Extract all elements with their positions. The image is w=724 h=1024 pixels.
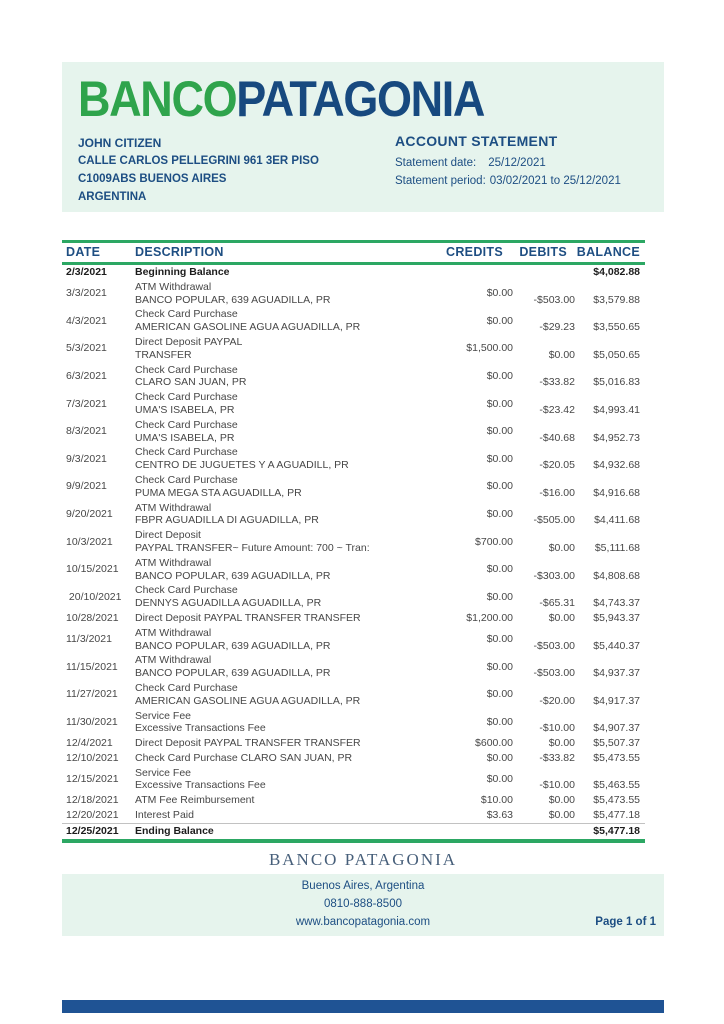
table-row — [62, 280, 645, 308]
table-row — [62, 736, 645, 751]
description-type: ATM Withdrawal — [135, 280, 212, 293]
customer-address-block — [78, 134, 319, 206]
cell-balance: $4,082.88 — [593, 266, 640, 278]
cell-date: 11/27/2021 — [66, 688, 118, 701]
table-row — [62, 264, 645, 280]
cell-balance: $3,550.65 — [593, 321, 640, 334]
cell-credits: $10.00 — [480, 794, 513, 807]
cell-balance: $5,473.55 — [593, 794, 640, 807]
cell-credits: $0.00 — [486, 715, 513, 728]
cell-description — [132, 473, 380, 501]
table-row — [62, 335, 645, 363]
description-detail: AMERICAN GASOLINE AGUA AGUADILLA, PR — [135, 321, 361, 334]
description-detail: DENNYS AGUADILLA AGUADILLA, PR — [135, 597, 322, 610]
cell-debits — [513, 264, 575, 280]
table-row — [62, 823, 645, 838]
cell-date: 9/9/2021 — [66, 480, 107, 493]
cell-debits: -$40.68 — [539, 431, 575, 444]
cell-credits: $0.00 — [486, 751, 513, 764]
description-type: ATM Withdrawal — [135, 556, 212, 569]
footer-band — [62, 874, 664, 936]
cell-balance: $4,808.68 — [593, 569, 640, 582]
cell-debits: -$303.00 — [533, 569, 575, 582]
table-row — [62, 307, 645, 335]
table-row — [62, 363, 645, 391]
description-type: Check Card Purchase — [135, 363, 238, 376]
cell-balance: $5,016.83 — [593, 376, 640, 389]
description-detail: FBPR AGUADILLA DI AGUADILLA, PR — [135, 514, 319, 527]
statement-period-row — [395, 172, 621, 190]
bottom-blue-bar — [62, 1000, 664, 1013]
cell-balance: $4,907.37 — [593, 722, 640, 735]
table-row — [62, 751, 645, 766]
cell-date: 9/20/2021 — [66, 507, 113, 520]
table-row — [62, 445, 645, 473]
description-detail: AMERICAN GASOLINE AGUA AGUADILLA, PR — [135, 694, 361, 707]
table-row — [62, 583, 645, 611]
cell-date: 8/3/2021 — [66, 425, 107, 438]
cell-date: 12/20/2021 — [66, 809, 119, 822]
cell-date: 12/4/2021 — [66, 737, 113, 750]
cell-credits — [380, 823, 513, 838]
table-header-row — [62, 242, 645, 264]
description-type: Beginning Balance — [135, 266, 230, 278]
cell-debits — [513, 823, 575, 838]
table-row — [62, 390, 645, 418]
description-type: Direct Deposit PAYPAL TRANSFER TRANSFER — [135, 737, 361, 750]
customer-address-line: C1009ABS BUENOS AIRES — [78, 173, 227, 185]
description-type: ATM Withdrawal — [135, 626, 212, 639]
footer-phone: 0810-888-8500 — [323, 898, 402, 910]
description-detail: UMA'S ISABELA, PR — [135, 403, 235, 416]
column-header-debits: DEBITS — [513, 242, 575, 264]
cell-description — [132, 264, 380, 280]
table-row — [62, 556, 645, 584]
cell-description — [132, 280, 380, 308]
cell-date: 10/3/2021 — [66, 535, 113, 548]
cell-balance: $5,473.55 — [593, 751, 640, 764]
description-type: Direct Deposit PAYPAL TRANSFER TRANSFER — [135, 611, 361, 624]
cell-credits: $0.00 — [486, 452, 513, 465]
description-detail: BANCO POPULAR, 639 AGUADILLA, PR — [135, 569, 331, 582]
cell-debits: -$10.00 — [539, 722, 575, 735]
cell-description — [132, 418, 380, 446]
cell-description — [132, 611, 380, 626]
cell-balance: $5,463.55 — [593, 779, 640, 792]
customer-address-line: CALLE CARLOS PELLEGRINI 961 3ER PISO — [78, 155, 319, 167]
description-type: ATM Withdrawal — [135, 654, 212, 667]
table-row — [62, 473, 645, 501]
description-detail: PAYPAL TRANSFER~ Future Amount: 700 ~ Tran: — [135, 541, 370, 554]
description-type: Check Card Purchase — [135, 473, 238, 486]
cell-credits: $600.00 — [475, 737, 513, 750]
cell-balance: $4,743.37 — [593, 597, 640, 610]
description-type: Check Card Purchase — [135, 681, 238, 694]
cell-description — [132, 736, 380, 751]
cell-debits: -$10.00 — [539, 779, 575, 792]
customer-name: JOHN CITIZEN — [78, 136, 162, 150]
cell-description — [132, 653, 380, 681]
description-detail: PUMA MEGA STA AGUADILLA, PR — [135, 486, 302, 499]
description-type: Check Card Purchase CLARO SAN JUAN, PR — [135, 751, 353, 764]
customer-address-line: ARGENTINA — [78, 191, 147, 203]
cell-date: 12/15/2021 — [66, 773, 119, 786]
cell-credits: $0.00 — [486, 633, 513, 646]
table-row — [62, 808, 645, 823]
cell-credits: $3.63 — [486, 809, 513, 822]
cell-date: 12/25/2021 — [62, 823, 132, 838]
table-row — [62, 709, 645, 737]
cell-credits: $0.00 — [486, 369, 513, 382]
cell-debits: -$29.23 — [539, 321, 575, 334]
column-header-credits: CREDITS — [380, 242, 513, 264]
description-type: ATM Fee Reimbursement — [135, 794, 255, 807]
cell-balance: $5,050.65 — [593, 348, 640, 361]
cell-description — [132, 363, 380, 391]
cell-debits: $0.00 — [548, 737, 575, 750]
cell-description — [132, 626, 380, 654]
cell-date: 12/10/2021 — [66, 751, 119, 764]
transactions-body — [62, 264, 645, 839]
cell-debits: $0.00 — [548, 541, 575, 554]
cell-description — [132, 808, 380, 823]
cell-debits: -$33.82 — [539, 751, 575, 764]
description-type: Direct Deposit PAYPAL — [135, 335, 243, 348]
description-type: Check Card Purchase — [135, 418, 238, 431]
table-bottom-rule — [62, 839, 645, 843]
cell-debits: -$20.05 — [539, 459, 575, 472]
cell-date: 4/3/2021 — [66, 314, 107, 327]
description-detail: BANCO POPULAR, 639 AGUADILLA, PR — [135, 667, 331, 680]
cell-description — [132, 793, 380, 808]
cell-description — [132, 307, 380, 335]
bank-logo — [78, 71, 485, 127]
cell-balance: $5,943.37 — [593, 611, 640, 624]
cell-description — [132, 501, 380, 529]
cell-date: 10/28/2021 — [66, 611, 119, 624]
statement-date-value: 25/12/2021 — [488, 157, 546, 169]
cell-credits: $700.00 — [475, 535, 513, 548]
cell-description — [132, 390, 380, 418]
cell-debits: -$505.00 — [533, 514, 575, 527]
statement-period-label: Statement period: — [395, 175, 486, 187]
cell-date: 5/3/2021 — [66, 342, 107, 355]
description-detail: Excessive Transactions Fee — [135, 722, 266, 735]
cell-description — [132, 335, 380, 363]
statement-period-value: 03/02/2021 to 25/12/2021 — [489, 175, 621, 187]
description-type: Service Fee — [135, 709, 192, 722]
description-type: Check Card Purchase — [135, 446, 238, 459]
description-detail: CENTRO DE JUGUETES Y A AGUADILL, PR — [135, 459, 349, 472]
cell-balance: $5,507.37 — [593, 737, 640, 750]
cell-balance: $4,932.68 — [593, 459, 640, 472]
description-type: Direct Deposit — [135, 529, 201, 542]
cell-balance: $3,579.88 — [593, 293, 640, 306]
description-type: Check Card Purchase — [135, 391, 238, 404]
cell-debits: -$503.00 — [533, 639, 575, 652]
cell-credits: $0.00 — [486, 660, 513, 673]
cell-credits: $0.00 — [486, 397, 513, 410]
cell-description — [132, 445, 380, 473]
cell-description — [132, 709, 380, 737]
description-detail: TRANSFER — [135, 348, 192, 361]
footer-bank-name: BANCO PATAGONIA — [268, 850, 458, 869]
cell-date: 2/3/2021 — [66, 266, 107, 278]
description-type: Check Card Purchase — [135, 584, 238, 597]
cell-credits: $1,500.00 — [466, 342, 513, 355]
transactions-table — [62, 240, 645, 843]
cell-date: 10/15/2021 — [66, 563, 119, 576]
cell-debits: -$33.82 — [539, 376, 575, 389]
cell-balance: $5,440.37 — [593, 639, 640, 652]
column-header-description: DESCRIPTION — [132, 242, 380, 264]
statement-info-block — [395, 132, 621, 190]
cell-credits: $0.00 — [486, 688, 513, 701]
description-type: Check Card Purchase — [135, 308, 238, 321]
cell-debits: $0.00 — [548, 348, 575, 361]
table-row — [62, 653, 645, 681]
page-number: Page 1 of 1 — [595, 916, 656, 928]
cell-balance: $4,917.37 — [593, 694, 640, 707]
description-detail: UMA'S ISABELA, PR — [135, 431, 235, 444]
cell-date: 12/18/2021 — [66, 794, 119, 807]
cell-date: 11/15/2021 — [66, 660, 118, 673]
cell-date: 11/3/2021 — [66, 633, 112, 646]
description-detail: Excessive Transactions Fee — [135, 779, 266, 792]
cell-debits: -$23.42 — [539, 403, 575, 416]
cell-credits: $0.00 — [486, 314, 513, 327]
table-row — [62, 793, 645, 808]
table-row — [62, 528, 645, 556]
cell-debits: $0.00 — [548, 611, 575, 624]
table-row — [62, 681, 645, 709]
statement-date-label: Statement date: — [395, 157, 477, 169]
table-row — [62, 418, 645, 446]
cell-credits: $1,200.00 — [466, 611, 513, 624]
cell-date: 7/3/2021 — [66, 397, 107, 410]
footer-location: Buenos Aires, Argentina — [301, 880, 425, 892]
description-detail: BANCO POPULAR, 639 AGUADILLA, PR — [135, 293, 331, 306]
statement-date-row — [395, 154, 621, 172]
description-type: Ending Balance — [135, 824, 214, 837]
cell-description — [132, 766, 380, 794]
cell-description — [132, 823, 380, 838]
cell-date: 20/10/2021 — [66, 590, 122, 603]
cell-credits — [380, 264, 513, 280]
cell-date: 6/3/2021 — [66, 369, 107, 382]
description-type: Interest Paid — [135, 809, 194, 822]
cell-balance: $5,477.18 — [575, 823, 645, 838]
cell-debits: -$20.00 — [539, 694, 575, 707]
cell-debits: $0.00 — [548, 794, 575, 807]
cell-balance: $4,993.41 — [593, 403, 640, 416]
cell-credits: $0.00 — [486, 773, 513, 786]
cell-credits: $0.00 — [486, 563, 513, 576]
cell-description — [132, 751, 380, 766]
cell-credits: $0.00 — [486, 287, 513, 300]
cell-credits: $0.00 — [486, 480, 513, 493]
cell-balance: $4,411.68 — [594, 514, 640, 527]
column-header-balance: BALANCE — [575, 242, 645, 264]
cell-description — [132, 556, 380, 584]
cell-date: 11/30/2021 — [66, 715, 118, 728]
table-row — [62, 501, 645, 529]
cell-debits: -$503.00 — [533, 293, 575, 306]
cell-description — [132, 583, 380, 611]
cell-balance: $4,937.37 — [593, 667, 640, 680]
cell-date: 3/3/2021 — [66, 287, 107, 300]
cell-description — [132, 681, 380, 709]
cell-balance: $4,952.73 — [593, 431, 640, 444]
description-detail: BANCO POPULAR, 639 AGUADILLA, PR — [135, 639, 331, 652]
table-row — [62, 626, 645, 654]
statement-title: ACCOUNT STATEMENT — [395, 133, 558, 149]
footer-website: www.bancopatagonia.com — [295, 916, 431, 928]
description-type: Service Fee — [135, 766, 192, 779]
cell-debits: $0.00 — [548, 809, 575, 822]
cell-credits: $0.00 — [486, 425, 513, 438]
cell-credits: $0.00 — [486, 507, 513, 520]
description-type: ATM Withdrawal — [135, 501, 212, 514]
cell-debits: -$16.00 — [539, 486, 575, 499]
column-header-date: DATE — [62, 242, 132, 264]
cell-balance: $4,916.68 — [593, 486, 640, 499]
cell-debits: -$65.31 — [539, 597, 575, 610]
cell-date: 9/3/2021 — [66, 452, 107, 465]
description-detail: CLARO SAN JUAN, PR — [135, 376, 247, 389]
logo-patagonia: PATAGONIA — [236, 71, 485, 127]
cell-balance: $5,477.18 — [593, 809, 640, 822]
table-row — [62, 611, 645, 626]
logo-banco: BANCO — [78, 71, 237, 127]
cell-balance: $5,111.68 — [594, 541, 640, 554]
table-row — [62, 766, 645, 794]
cell-debits: -$503.00 — [533, 667, 575, 680]
cell-credits: $0.00 — [486, 590, 513, 603]
cell-description — [132, 528, 380, 556]
